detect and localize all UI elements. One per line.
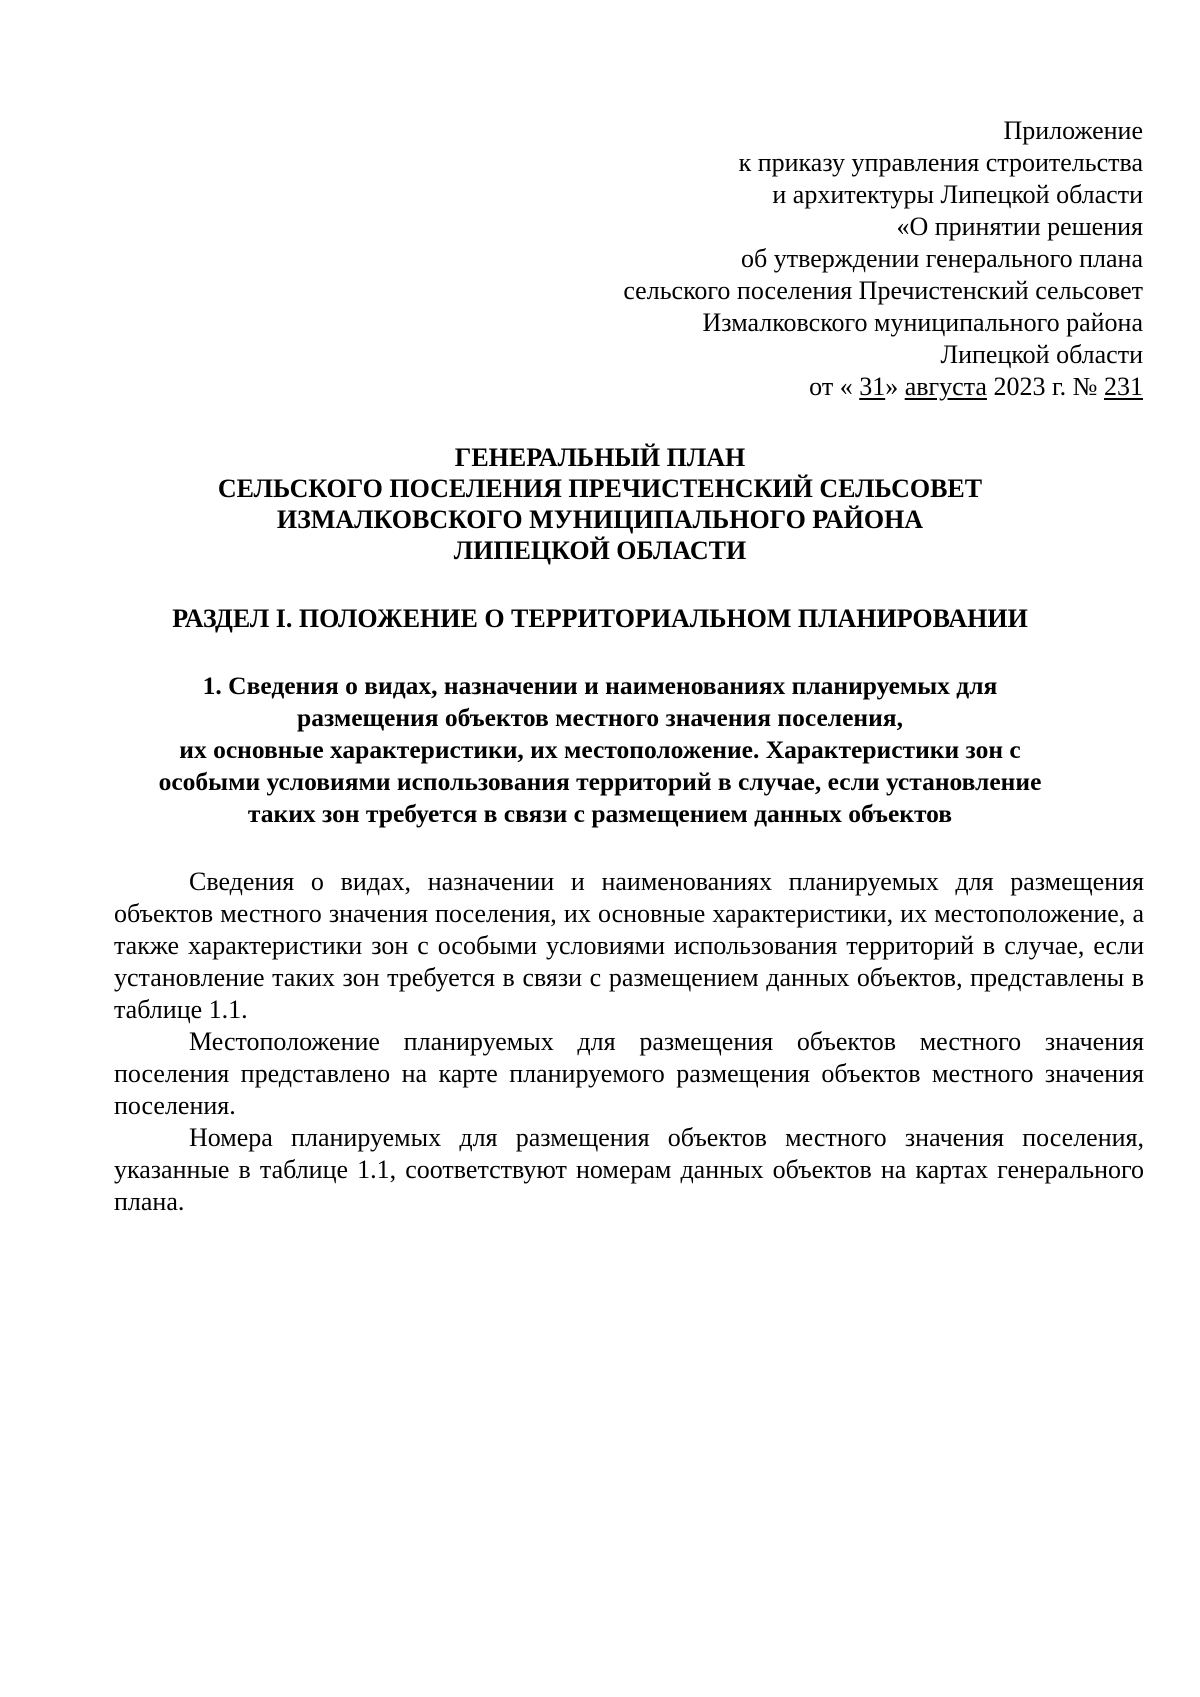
appendix-line: Липецкой области (940, 340, 1143, 369)
appendix-line: Приложение (1003, 116, 1143, 145)
item-heading-line: 1. Сведения о видах, назначении и наименованиях планируемых для (202, 671, 998, 700)
order-number: 231 (1104, 372, 1143, 401)
appendix-block (443, 115, 1143, 403)
plan-title-line: ИЗМАЛКОВСКОГО МУНИЦИПАЛЬНОГО РАЙОНА (276, 505, 924, 534)
order-date-mid: » (885, 372, 905, 401)
plan-title-line: СЕЛЬСКОГО ПОСЕЛЕНИЯ ПРЕЧИСТЕНСКИЙ СЕЛЬСОВЕТ (217, 474, 983, 503)
section-title: РАЗДЕЛ I. ПОЛОЖЕНИЕ О ТЕРРИТОРИАЛЬНОМ ПЛАНИРОВАНИИ (172, 604, 1028, 633)
appendix-line: «О принятии решения (896, 212, 1143, 241)
order-date-prefix: от « (809, 372, 860, 401)
plan-title (100, 442, 1100, 566)
appendix-line: об утверждении генерального плана (741, 244, 1143, 273)
item-heading-line: их основные характеристики, их местоположение. Характеристики зон с (179, 735, 1021, 764)
item-heading (80, 670, 1120, 830)
order-year-text: 2023 г. № (986, 372, 1104, 401)
paragraph: Сведения о видах, назначении и наименованиях планируемых для размещения объектов местного значения поселения, их основные характеристики, их местоположение, а также характеристики зон с особыми условиями использования территорий в случае, если установление таких зон требуется в связи с размещением данных объектов, представлены в таблице 1.1. (114, 867, 1144, 1024)
order-date-line (443, 371, 1143, 403)
order-day: 31 (859, 372, 886, 401)
appendix-line: сельского поселения Пречистенский сельсовет (623, 276, 1143, 305)
plan-title-line: ЛИПЕЦКОЙ ОБЛАСТИ (453, 536, 747, 565)
appendix-line: к приказу управления строительства (738, 148, 1143, 177)
appendix-line: Измалковского муниципального района (702, 308, 1143, 337)
item-heading-line: таких зон требуется в связи с размещением данных объектов (247, 799, 953, 828)
body-text (114, 866, 1144, 1218)
appendix-line: и архитектуры Липецкой области (772, 180, 1143, 209)
paragraph: Номера планируемых для размещения объектов местного значения поселения, указанные в таблице 1.1, соответствуют номерам данных объектов на картах генерального плана. (114, 1123, 1144, 1216)
item-heading-line: особыми условиями использования территорий в случае, если установление (158, 767, 1042, 796)
order-month: августа (904, 372, 987, 401)
plan-title-line: ГЕНЕРАЛЬНЫЙ ПЛАН (454, 443, 746, 472)
paragraph: Местоположение планируемых для размещения объектов местного значения поселения представлено на карте планируемого размещения объектов местного значения поселения. (114, 1027, 1144, 1120)
item-heading-line: размещения объектов местного значения поселения, (297, 703, 903, 732)
